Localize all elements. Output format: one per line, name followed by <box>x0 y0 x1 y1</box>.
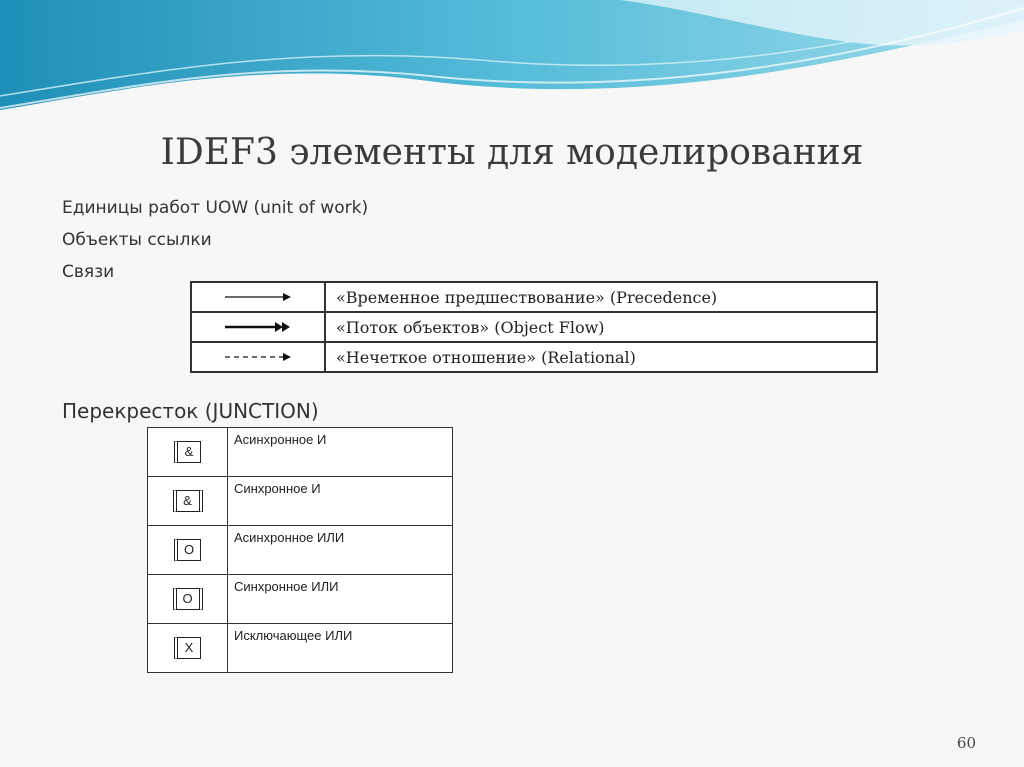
header-waves-decoration <box>0 0 1024 130</box>
junction-table <box>147 427 453 673</box>
object-flow-label: «Поток объектов» (Object Flow) <box>325 312 877 342</box>
links-row-object-flow <box>191 312 877 342</box>
precedence-label: «Временное предшествование» (Precedence) <box>325 282 877 312</box>
relational-label: «Нечеткое отношение» (Relational) <box>325 342 877 372</box>
object-flow-arrow-cell <box>191 312 325 342</box>
bullet-uow: Единицы работ UOW (unit of work) <box>62 198 369 218</box>
relational-arrow-cell <box>191 342 325 372</box>
junction-row <box>148 526 453 575</box>
async-and-icon: & <box>174 441 201 463</box>
bullet-links: Связи <box>62 262 115 282</box>
solid-arrow-icon <box>223 290 293 304</box>
links-table <box>190 281 878 373</box>
junction-symbol-cell <box>148 477 228 526</box>
precedence-arrow-cell <box>191 282 325 312</box>
junction-heading: Перекресток (JUNCTION) <box>62 399 319 423</box>
junction-row <box>148 477 453 526</box>
double-arrow-icon <box>223 320 293 334</box>
sync-or-icon: O <box>173 588 203 610</box>
junction-label: Исключающее ИЛИ <box>228 624 453 673</box>
junction-row <box>148 624 453 673</box>
junction-label: Асинхронное ИЛИ <box>228 526 453 575</box>
junction-symbol-cell <box>148 526 228 575</box>
links-row-relational <box>191 342 877 372</box>
junction-symbol-cell <box>148 624 228 673</box>
junction-label: Асинхронное И <box>228 428 453 477</box>
junction-symbol-cell <box>148 575 228 624</box>
junction-symbol-cell <box>148 428 228 477</box>
xor-icon: X <box>174 637 201 659</box>
junction-row <box>148 575 453 624</box>
sync-and-icon: & <box>173 490 203 512</box>
bullet-reference-objects: Объекты ссылки <box>62 230 212 250</box>
async-or-icon: O <box>174 539 201 561</box>
links-row-precedence <box>191 282 877 312</box>
junction-row <box>148 428 453 477</box>
slide-title: IDEF3 элементы для моделирования <box>160 132 864 173</box>
junction-label: Синхронное И <box>228 477 453 526</box>
junction-label: Синхронное ИЛИ <box>228 575 453 624</box>
page-number: 60 <box>956 734 976 752</box>
dashed-arrow-icon <box>223 350 293 364</box>
